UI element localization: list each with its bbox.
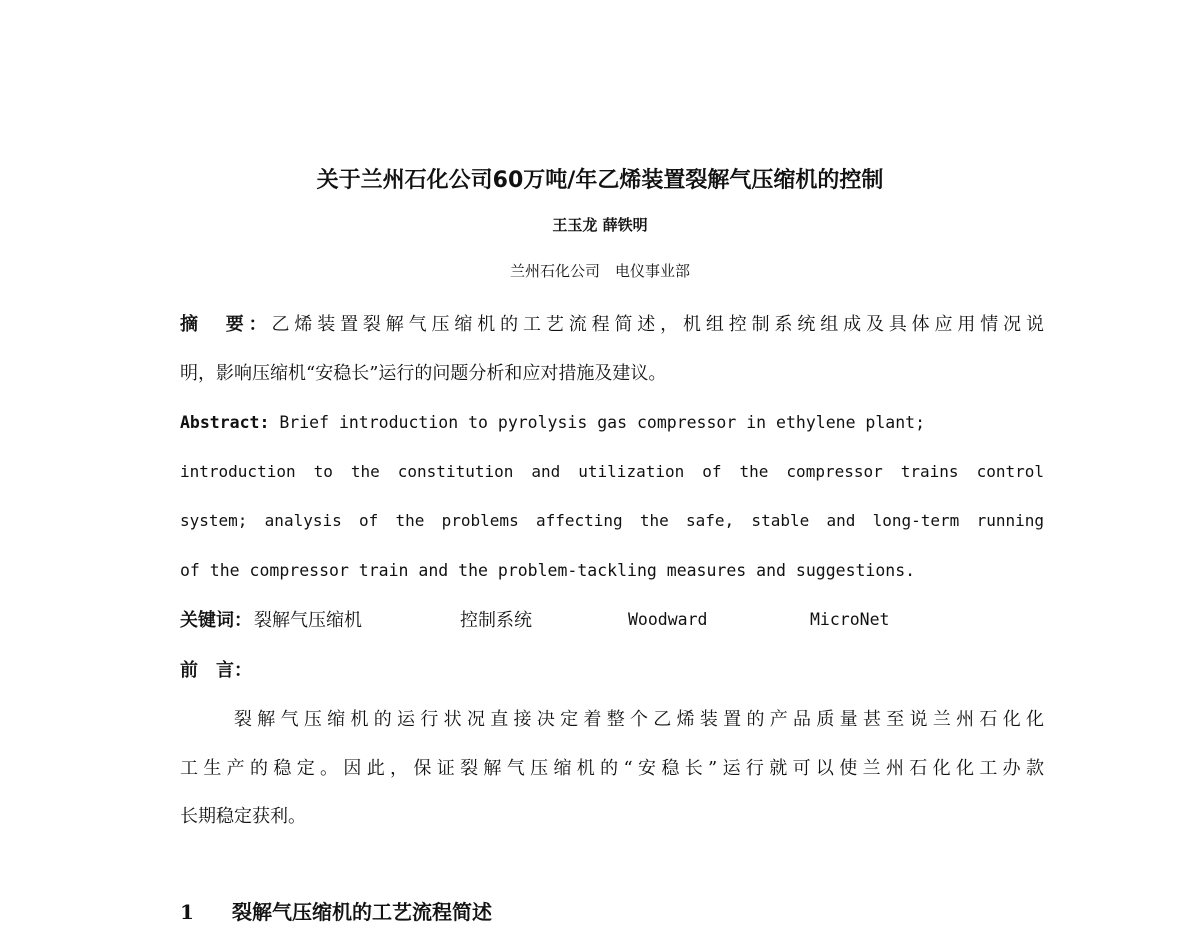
abstract-cn-line-1 (180, 316, 1044, 334)
preface-line-3: 长期稳定获利。 (180, 806, 306, 827)
abstract-en-text: Brief introduction to pyrolysis gas compressor in ethylene plant; (269, 413, 926, 432)
keywords (180, 612, 1044, 632)
section-heading (180, 902, 1044, 922)
keywords-label: 关键词： (180, 610, 252, 631)
authors: 王玉龙 薛铁明 (552, 216, 648, 234)
section-number: 1 (180, 900, 194, 924)
abstract-cn-label: 摘 要： (180, 314, 272, 335)
preface-line-1: 裂解气压缩机的运行状况直接决定着整个乙烯装置的产品质量甚至说兰州石化化 (234, 709, 1044, 730)
abstract-en-line-4: of the compressor train and the problem-tackling measures and suggestions. (180, 561, 916, 580)
preface-line-2: 工生产的稳定。因此，保证裂解气压缩机的“安稳长”运行就可以使兰州石化化工办款 (180, 758, 1044, 779)
abstract-cn-text: 乙烯装置裂解气压缩机的工艺流程简述，机组控制系统组成及具体应用情况说 (271, 314, 1045, 335)
keyword: MicroNet (810, 610, 890, 629)
abstract-en-line-3: system; analysis of the problems affecting the safe, stable and long-term running (180, 511, 1044, 530)
abstract-cn-line-2: 明，影响压缩机“安稳长”运行的问题分析和应对措施及建议。 (180, 363, 667, 384)
abstract-en-label: Abstract: (180, 413, 270, 432)
abstract-en-line-1 (180, 415, 1044, 432)
affiliation: 兰州石化公司 电仪事业部 (509, 262, 690, 280)
abstract-en-line-2: introduction to the constitution and utilization of the compressor trains control (180, 462, 1044, 481)
keyword: Woodward (628, 610, 708, 629)
section-title: 裂解气压缩机的工艺流程简述 (232, 900, 492, 924)
keyword: 裂解气压缩机 (254, 610, 362, 631)
keyword: 控制系统 (460, 610, 532, 631)
preface-heading: 前 言： (180, 660, 252, 681)
paper-title: 关于兰州石化公司60万吨/年乙烯装置裂解气压缩机的控制 (316, 168, 884, 193)
